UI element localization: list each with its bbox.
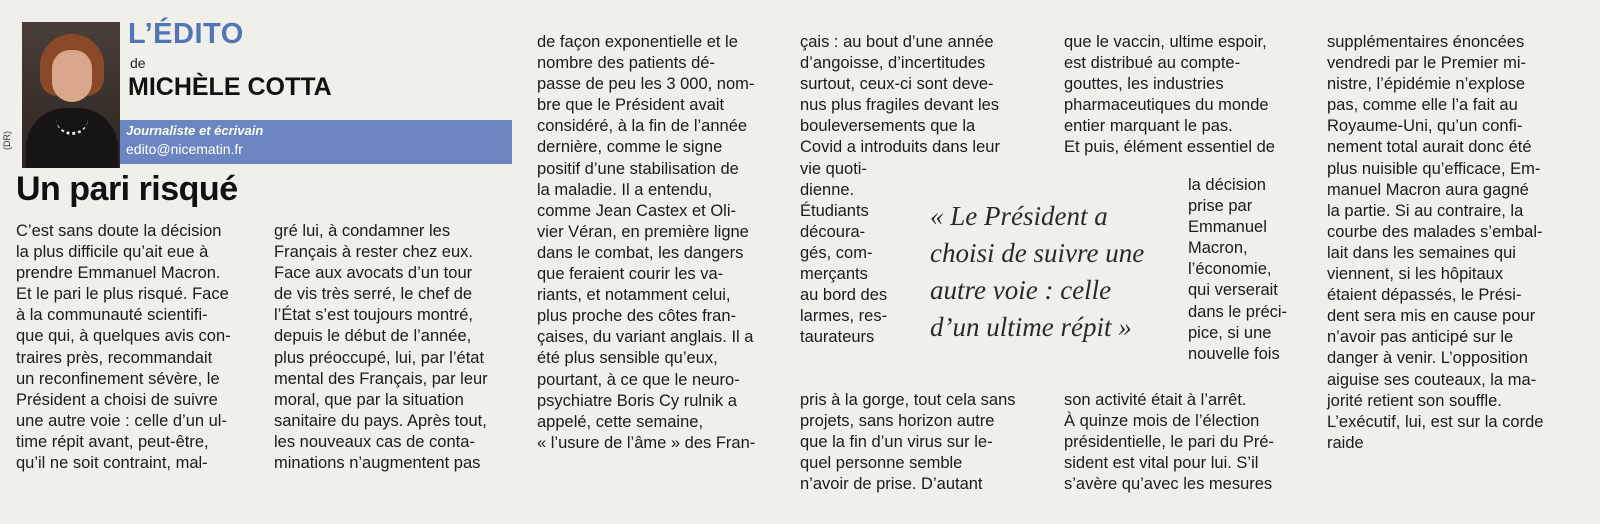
- text-line: Covid a introduits dans leur: [800, 138, 1000, 157]
- text-line: plus nuisible qu’efficace, Em-: [1327, 159, 1541, 178]
- article-column-3: [537, 32, 755, 454]
- text-line: gouttes, les industries: [1064, 75, 1224, 94]
- text-line: riants, et notamment celui,: [537, 286, 731, 305]
- text-line: À quinze mois de l’élection: [1064, 412, 1260, 431]
- text-line: nombre des patients dé-: [537, 54, 715, 73]
- text-line: Et puis, élément essentiel de: [1064, 138, 1275, 157]
- author-info-bar: [120, 120, 512, 164]
- text-line: larmes, res-: [800, 307, 888, 326]
- text-line: passe de peu les 3 000, nom-: [537, 75, 755, 94]
- text-line: que qui, à quelques avis con-: [16, 327, 231, 346]
- text-line: gés, com-: [800, 243, 873, 262]
- text-line: la partie. Si au contraire, la: [1327, 201, 1524, 220]
- text-line: çais : au bout d’une année: [800, 33, 994, 51]
- text-line: « l’usure de l’âme » des Fran-: [537, 433, 756, 452]
- text-line: que feraient courir les va-: [537, 265, 724, 284]
- text-line: la maladie. Il a entendu,: [537, 180, 713, 199]
- article-headline: Un pari risqué: [16, 170, 238, 208]
- text-line: courbe des malades s’embal-: [1327, 222, 1543, 241]
- text-line: Et le pari le plus risqué. Face: [16, 285, 229, 304]
- text-line: « Le Président a: [930, 201, 1108, 231]
- text-line: d’angoisse, d’incertitudes: [800, 54, 986, 73]
- photo-face: [52, 50, 92, 102]
- text-line: choisi de suivre une: [930, 238, 1145, 268]
- article-column-5-bottom: [1064, 390, 1274, 495]
- text-line: appelé, cette semaine,: [537, 412, 704, 431]
- text-line: pharmaceutiques du monde: [1064, 96, 1269, 115]
- text-line: projets, sans horizon autre: [800, 412, 995, 431]
- text-line: Français à rester chez eux.: [274, 243, 473, 262]
- text-line: Royaume-Uni, qu’un confi-: [1327, 117, 1523, 136]
- text-line: gré lui, à condamner les: [274, 222, 451, 240]
- text-line: mental des Français, par leur: [274, 369, 488, 388]
- text-line: présidentielle, le pari du Pré-: [1064, 433, 1275, 452]
- text-line: plus préoccupé, lui, par l’état: [274, 348, 485, 367]
- text-line: pice, si une: [1188, 323, 1272, 342]
- text-line: une autre voie : celle d’un ul-: [16, 411, 227, 430]
- text-line: surtout, ceux-ci sont deve-: [800, 75, 994, 94]
- byline-de: de: [130, 55, 146, 71]
- text-line: vie quoti-: [800, 159, 867, 178]
- text-line: moral, que par la situation: [274, 390, 464, 409]
- article-column-2: [274, 221, 488, 474]
- text-line: entier marquant le pas.: [1064, 117, 1233, 136]
- text-line: un reconfinement sévère, le: [16, 369, 220, 388]
- text-line: l’État s’est toujours montré,: [274, 306, 473, 325]
- text-line: qui verserait: [1188, 281, 1278, 300]
- text-line: danger à venir. L’opposition: [1327, 349, 1528, 368]
- text-line: prendre Emmanuel Macron.: [16, 264, 221, 283]
- author-photo: [22, 22, 120, 168]
- text-line: été plus sensible qu’eux,: [537, 349, 718, 368]
- text-line: s’avère qu’avec les mesures: [1064, 475, 1273, 494]
- text-line: dent sera mis en cause pour: [1327, 307, 1536, 326]
- text-line: raide: [1327, 433, 1364, 452]
- text-line: Emmanuel: [1188, 218, 1267, 237]
- text-line: pas, comme elle l’a fait au: [1327, 96, 1518, 115]
- article-column-6: [1327, 32, 1543, 454]
- text-line: de vis très serré, le chef de: [274, 285, 473, 304]
- text-line: L’exécutif, lui, est sur la corde: [1327, 412, 1544, 431]
- text-line: psychiatre Boris Cy rulnik a: [537, 391, 737, 410]
- text-line: comme Jean Castex et Oli-: [537, 201, 736, 220]
- text-line: sanitaire du pays. Après tout,: [274, 411, 487, 430]
- photo-body: [26, 108, 118, 168]
- text-line: considéré, à la fin de l’année: [537, 117, 748, 136]
- text-line: que le vaccin, ultime espoir,: [1064, 33, 1267, 51]
- text-line: à la communauté scientifi-: [16, 306, 208, 325]
- pull-quote: [930, 198, 1180, 346]
- text-line: vendredi par le Premier mi-: [1327, 54, 1526, 73]
- photo-credit: (DR): [2, 131, 12, 150]
- text-line: plus proche des côtes fran-: [537, 307, 737, 326]
- text-line: C’est sans doute la décision: [16, 222, 222, 240]
- text-line: Face aux avocats d’un tour: [274, 264, 473, 283]
- author-role: Journaliste et écrivain: [126, 123, 264, 138]
- text-line: nistre, l’épidémie n’explose: [1327, 75, 1526, 94]
- text-line: n’avoir pas anticipé sur le: [1327, 328, 1514, 347]
- text-line: dienne.: [800, 180, 855, 199]
- text-line: découra-: [800, 222, 866, 241]
- text-line: lait dans les semaines qui: [1327, 243, 1516, 262]
- text-line: autre voie : celle: [930, 275, 1112, 305]
- text-line: au bord des: [800, 286, 888, 305]
- text-line: sident est vital pour lui. S’il: [1064, 454, 1259, 473]
- text-line: supplémentaires énoncées: [1327, 33, 1525, 51]
- rubric-title: L’ÉDITO: [128, 18, 244, 50]
- text-line: çaises, du variant anglais. Il a: [537, 328, 754, 347]
- text-line: pourtant, à ce que le neuro-: [537, 370, 740, 389]
- text-line: les nouveaux cas de conta-: [274, 432, 475, 451]
- author-email[interactable]: edito@nicematin.fr: [126, 141, 243, 157]
- text-line: vier Véran, en première ligne: [537, 222, 749, 241]
- text-line: étaient dépassés, le Prési-: [1327, 286, 1522, 305]
- text-line: la plus difficile qu’ait eue à: [16, 243, 209, 262]
- text-line: bouleversements que la: [800, 117, 976, 136]
- text-line: prise par: [1188, 197, 1253, 216]
- text-line: jorité retient son souffle.: [1327, 391, 1502, 410]
- text-line: viennent, si les hôpitaux: [1327, 265, 1504, 284]
- text-line: la décision: [1188, 176, 1266, 194]
- article-column-1: [16, 221, 231, 474]
- article-column-5-middle: [1188, 175, 1287, 365]
- text-line: quel personne semble: [800, 454, 963, 473]
- text-line: pris à la gorge, tout cela sans: [800, 391, 1016, 409]
- text-line: dernière, comme le signe: [537, 138, 723, 157]
- text-line: dans le combat, les dangers: [537, 243, 744, 262]
- text-line: manuel Macron aura gagné: [1327, 180, 1529, 199]
- text-line: nouvelle fois: [1188, 344, 1280, 363]
- text-line: dans le préci-: [1188, 302, 1288, 321]
- text-line: n’avoir de prise. D’autant: [800, 475, 983, 494]
- author-name: MICHÈLE COTTA: [128, 73, 332, 101]
- text-line: taurateurs: [800, 328, 875, 347]
- text-line: traires près, recommandait: [16, 348, 213, 367]
- edito-header: [0, 0, 520, 170]
- text-line: time répit avant, peut-être,: [16, 432, 209, 451]
- text-line: Étudiants: [800, 201, 869, 220]
- text-line: est distribué au compte-: [1064, 54, 1241, 73]
- text-line: aiguise ses couteaux, la ma-: [1327, 370, 1537, 389]
- text-line: nus plus fragiles devant les: [800, 96, 1000, 115]
- article-column-5-top: [1064, 32, 1275, 159]
- text-line: Macron,: [1188, 239, 1248, 258]
- article-column-4-bottom: [800, 390, 1016, 495]
- text-line: nement total aurait donc été: [1327, 138, 1532, 157]
- text-line: l’économie,: [1188, 260, 1272, 279]
- text-line: de façon exponentielle et le: [537, 33, 738, 51]
- text-line: Président a choisi de suivre: [16, 390, 218, 409]
- text-line: bre que le Président avait: [537, 96, 725, 115]
- text-line: minations n’augmentent pas: [274, 454, 481, 473]
- text-line: que la fin d’un virus sur le-: [800, 433, 993, 452]
- text-line: qu’il ne soit contraint, mal-: [16, 454, 208, 473]
- text-line: positif d’une stabilisation de: [537, 159, 739, 178]
- text-line: d’un ultime répit »: [930, 312, 1132, 342]
- text-line: son activité était à l’arrêt.: [1064, 391, 1247, 409]
- text-line: merçants: [800, 265, 868, 284]
- text-line: depuis le début de l’année,: [274, 327, 472, 346]
